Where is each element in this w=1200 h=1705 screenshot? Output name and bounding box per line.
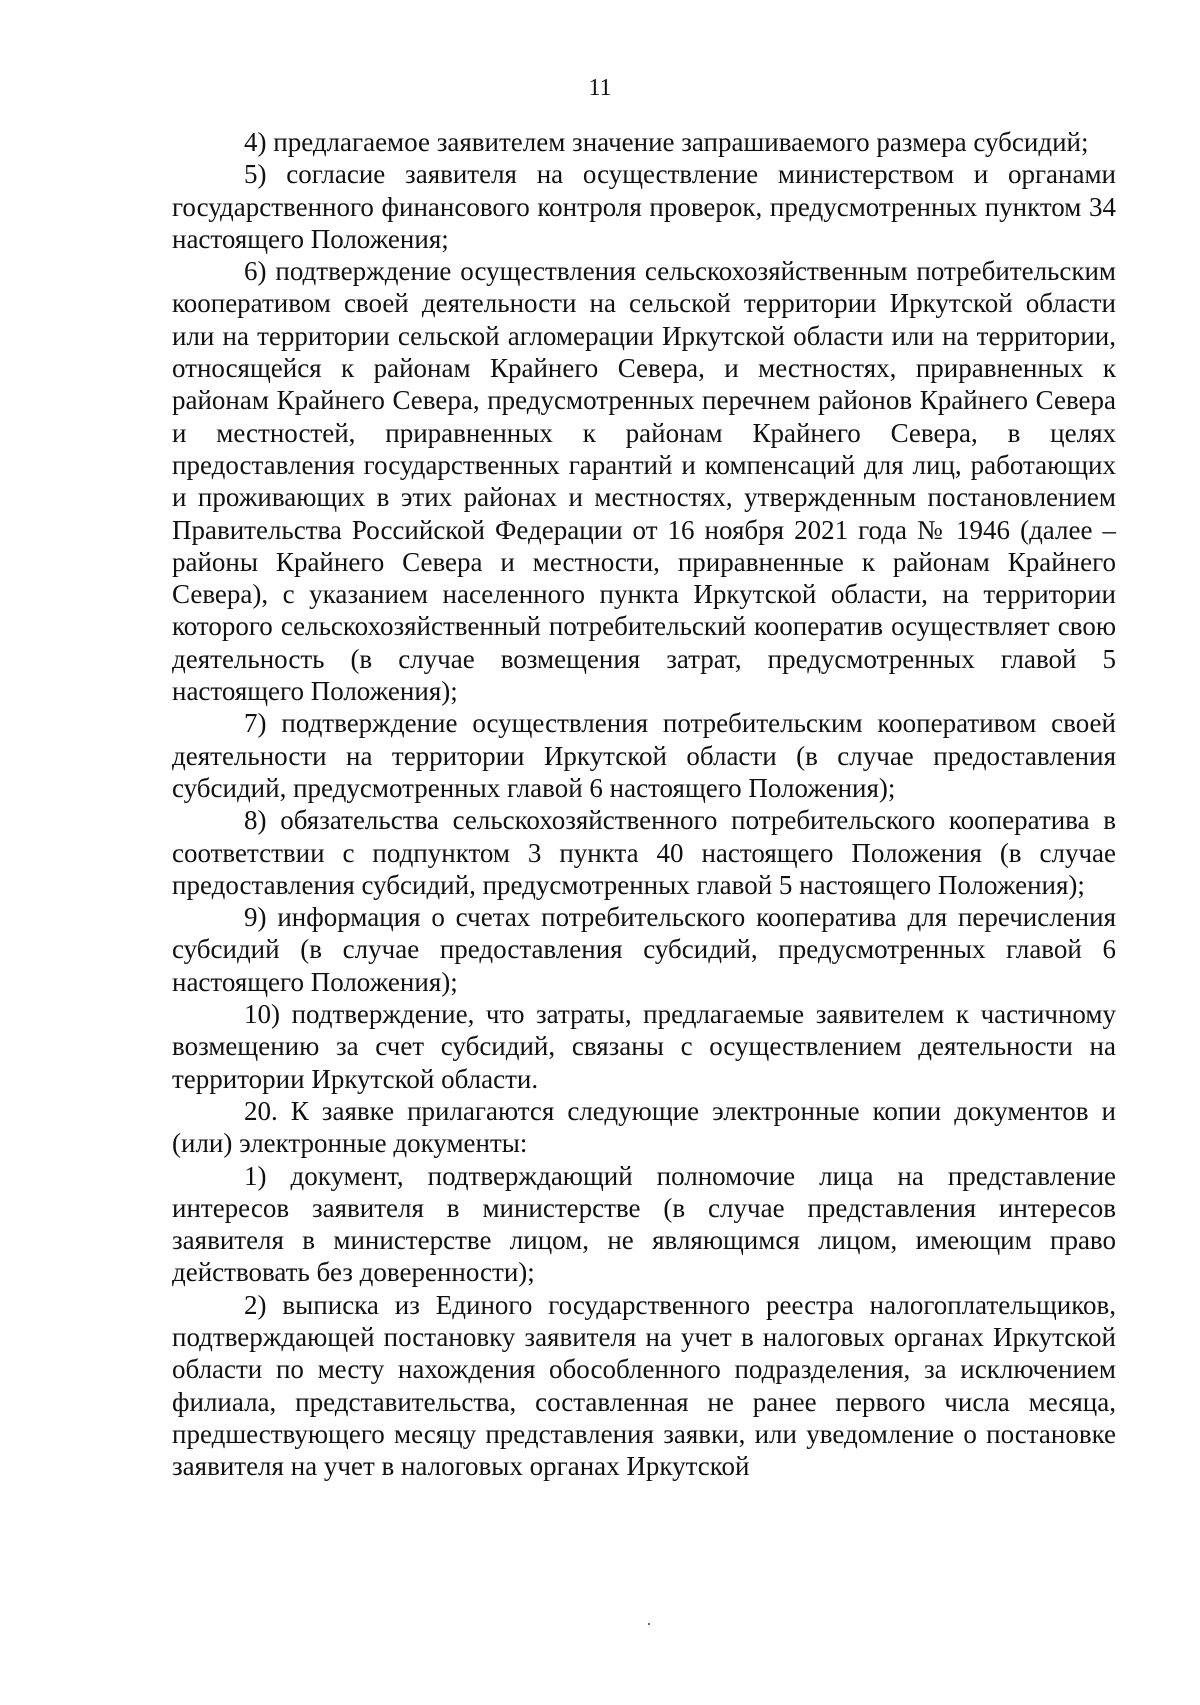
paragraph-item-10: 10) подтверждение, что затраты, предлагаемые заявителем к частичному возмещению за счет субсидий, связаны с осуществлением деятельности на территории Иркутской области.	[172, 999, 1116, 1094]
document-body	[172, 126, 1116, 1482]
paragraph-item-6: 6) подтверждение осуществления сельскохозяйственным потребительским кооперативом своей деятельности на сельской территории Иркутской области или на территории сельской агломерации Иркутской области или на территории, относящейся к районам Крайнего Севера, и местностях, приравненных к районам Крайнего Севера, предусмотренных перечнем районов Крайнего Севера и местностей, приравненных к районам Крайнего Севера, в целях предоставления государственных гарантий и компенсаций для лиц, работающих и проживающих в этих районах и местностях, утвержденным постановлением Правительства Российской Федерации от 16 ноября 2021 года № 1946 (далее – районы Крайнего Севера и местности, приравненные к районам Крайнего Севера), с указанием населенного пункта Иркутской области, на территории которого сельскохозяйственный потребительский кооператив осуществляет свою деятельность (в случае возмещения затрат, предусмотренных главой 5 настоящего Положения);	[172, 256, 1116, 707]
paragraph-item-9: 9) информация о счетах потребительского кооператива для перечисления субсидий (в случае предоставления субсидий, предусмотренных главой 6 настоящего Положения);	[172, 902, 1116, 997]
paragraph-item-4: 4) предлагаемое заявителем значение запрашиваемого размера субсидий;	[244, 127, 1089, 157]
scan-mark: ·	[646, 1614, 652, 1634]
paragraph-section-20: 20. К заявке прилагаются следующие электронные копии документов и (или) электронные документы:	[172, 1095, 1116, 1159]
paragraph-item-5: 5) согласие заявителя на осуществление министерством и органами государственного финансового контроля проверок, предусмотренных пунктом 34 настоящего Положения;	[172, 159, 1116, 254]
paragraph-item-7: 7) подтверждение осуществления потребительским кооперативом своей деятельности на территории Иркутской области (в случае предоставления субсидий, предусмотренных главой 6 настоящего Положения);	[172, 708, 1116, 803]
paragraph-item-8: 8) обязательства сельскохозяйственного потребительского кооператива в соответствии с подпунктом 3 пункта 40 настоящего Положения (в случае предоставления субсидий, предусмотренных главой 5 настоящего Положения);	[172, 805, 1116, 900]
paragraph-attachment-2: 2) выписка из Единого государственного реестра налогоплательщиков, подтверждающей постановку заявителя на учет в налоговых органах Иркутской области по месту нахождения обособленного подразделения, за исключением филиала, представительства, составленная не ранее первого числа месяца, предшествующего месяцу представления заявки, или уведомление о постановке заявителя на учет в налоговых органах Иркутской	[172, 1289, 1116, 1482]
paragraph-attachment-1: 1) документ, подтверждающий полномочие лица на представление интересов заявителя в министерстве (в случае представления интересов заявителя в министерстве лицом, не являющимся лицом, имеющим право действовать без доверенности);	[172, 1160, 1116, 1288]
page-number: 11	[588, 75, 612, 101]
